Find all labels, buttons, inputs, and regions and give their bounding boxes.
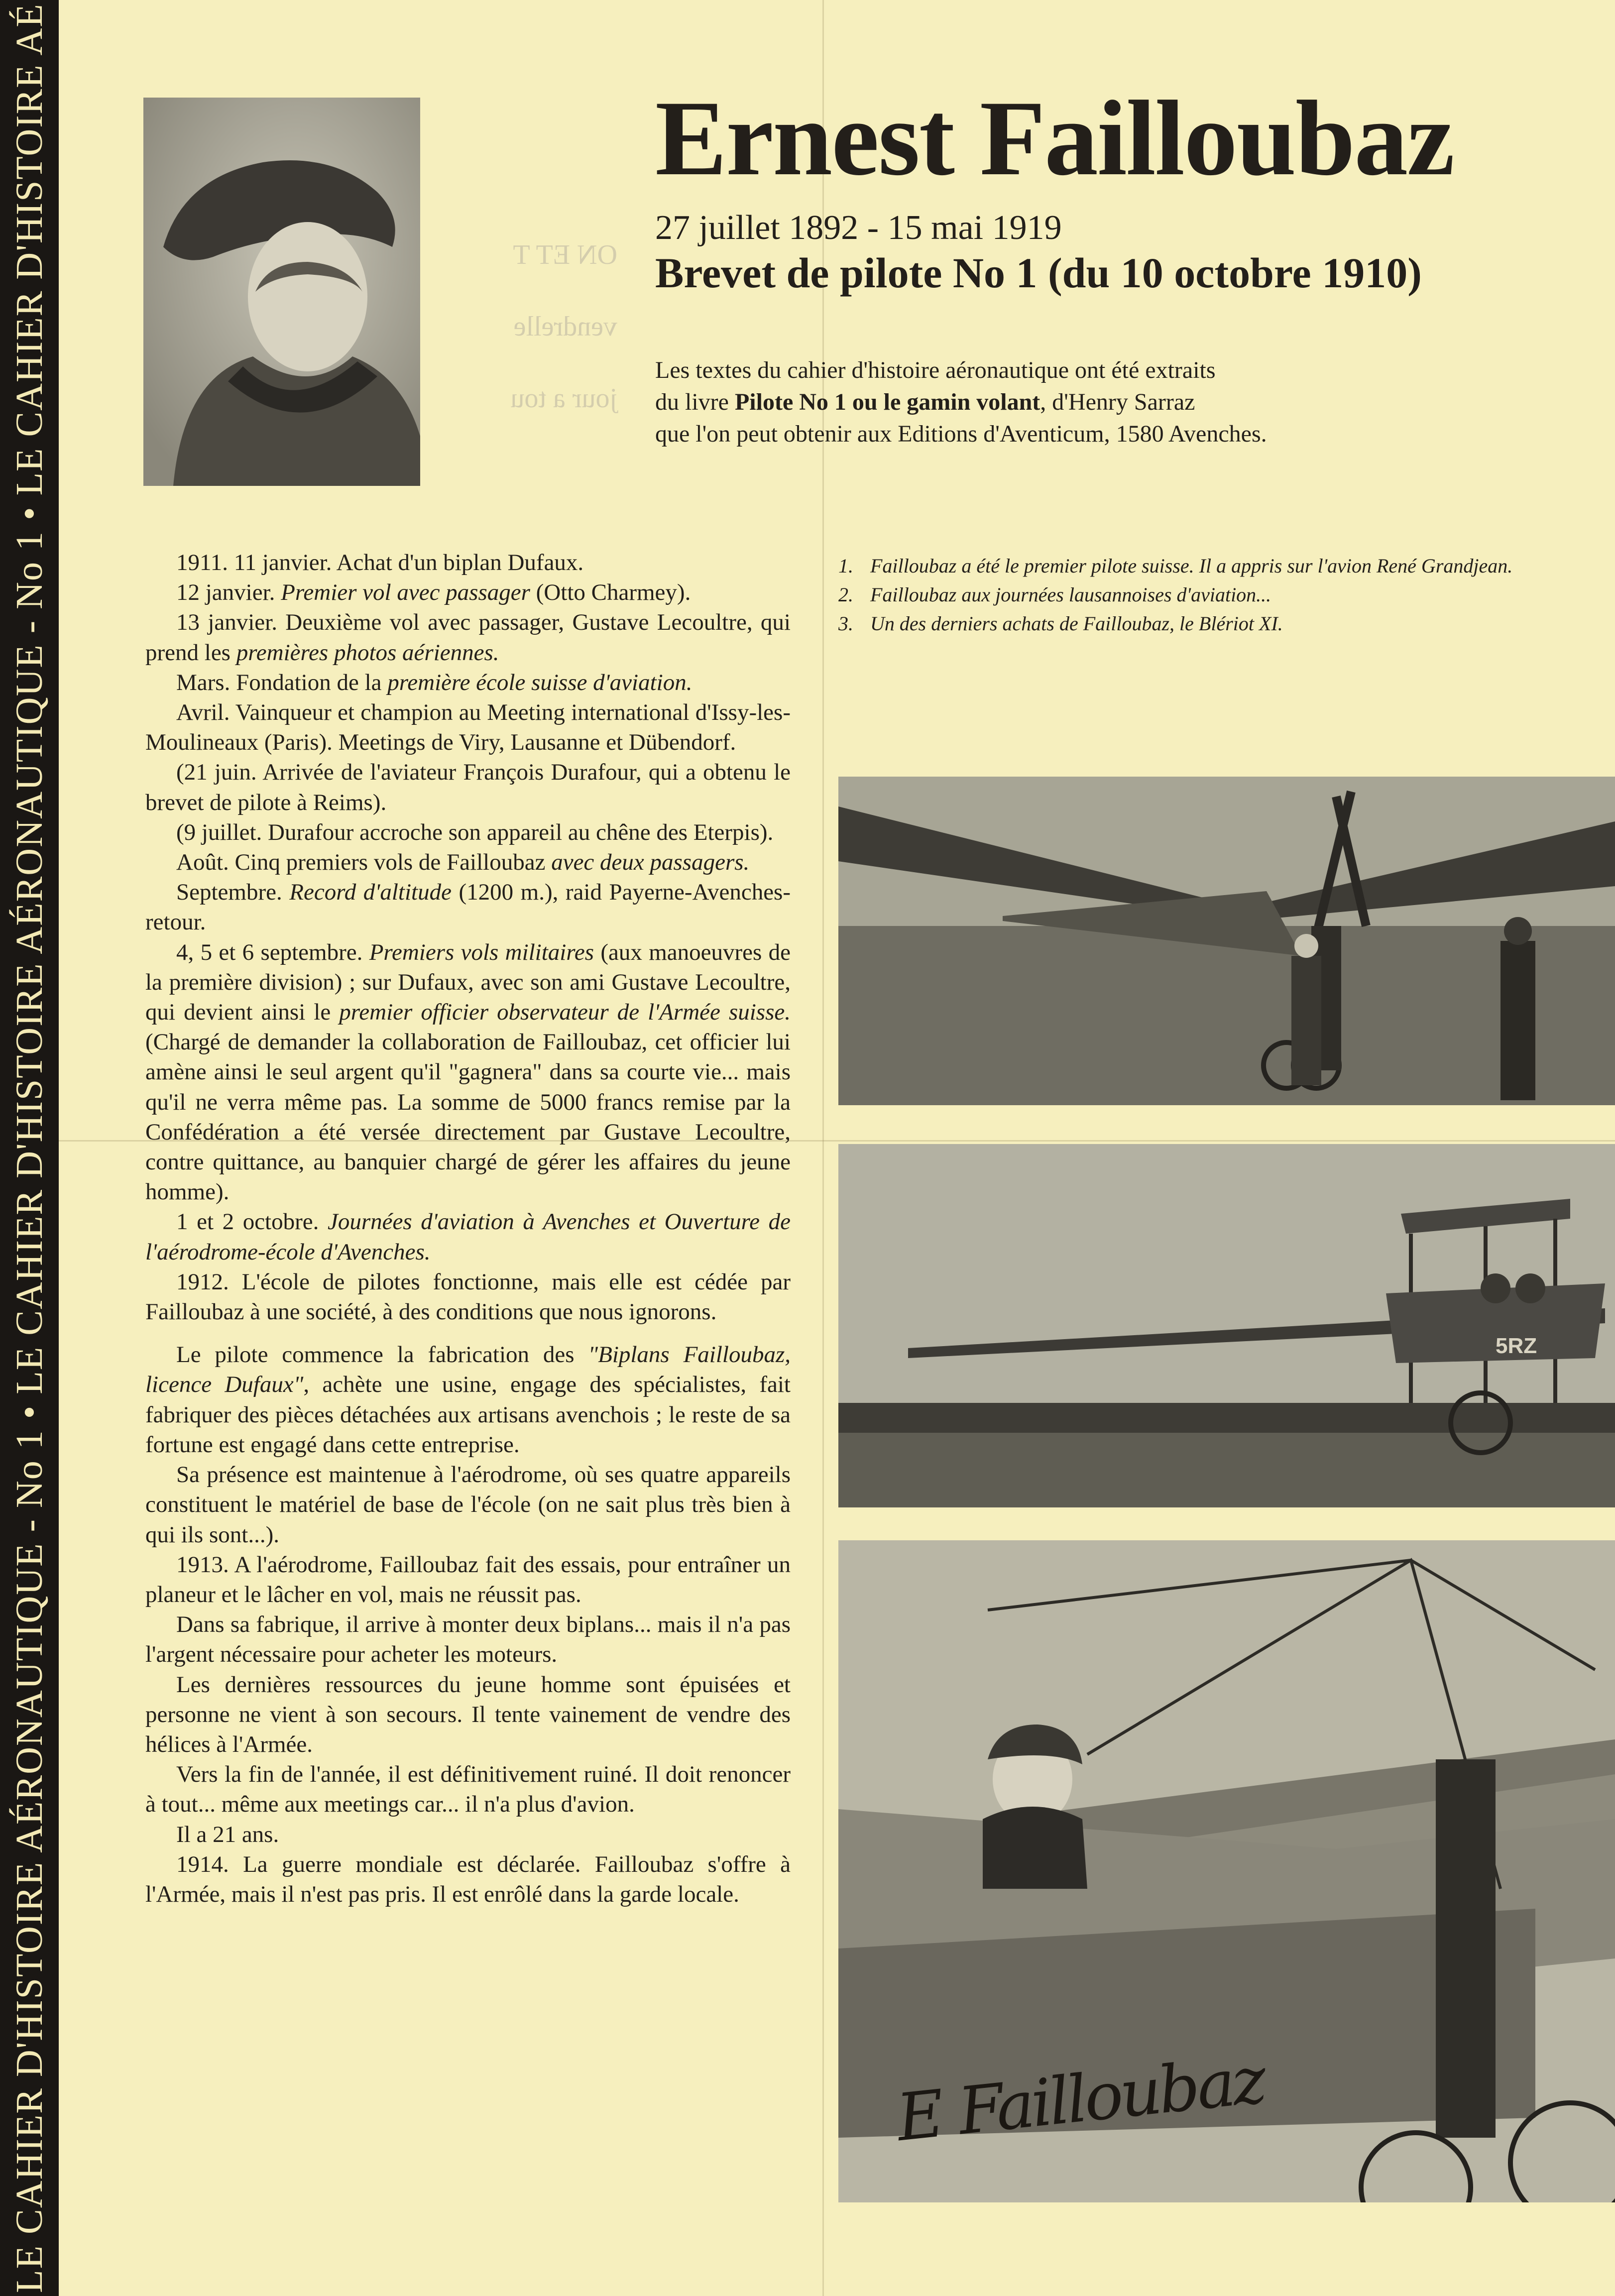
intro-text: du livre — [655, 389, 735, 415]
intro-line: que l'on peut obtenir aux Editions d'Aventicum, 1580 Avenches. — [655, 421, 1267, 447]
photo-captions — [838, 554, 1545, 640]
side-band — [0, 0, 59, 2296]
intro-line: Les textes du cahier d'histoire aéronautique ont été extraits — [655, 357, 1216, 383]
photo-1-monoplane — [838, 777, 1615, 1105]
intro-paragraph — [655, 354, 1501, 450]
bleed-line: ON ET T — [513, 239, 617, 270]
chronology-paragraph: 12 janvier. Premier vol avec passager (Otto Charmey). — [176, 579, 691, 606]
page-title: Ernest Failloubaz — [655, 79, 1454, 198]
intro-line — [655, 386, 1501, 418]
book-title: Pilote No 1 ou le gamin volant — [734, 389, 1040, 415]
life-dates: 27 juillet 1892 - 15 mai 1919 — [655, 209, 1062, 247]
chronology-paragraph: Le pilote commence la fabrication des "Biplans Failloubaz, licence Dufaux", achète une usine, engage des spécialistes, fait fabriquer des pièces détachées aux artisans avenchois ; le reste de sa fortune est engagé dans cette entreprise. — [145, 1342, 791, 1458]
portrait-photo — [143, 98, 420, 486]
aircraft-marking: 5RZ — [1496, 1334, 1537, 1358]
caption-3: 3. Un des derniers achats de Failloubaz, le Blériot XI. — [838, 612, 1283, 635]
chronology-paragraph: Sa présence est maintenue à l'aérodrome, où ses quatre appareils constituent le matériel de base de l'école (on ne sait plus très bien à qui ils sont...). — [145, 1462, 791, 1548]
failloubaz-signature: E Failloubaz — [893, 2042, 1267, 2156]
chronology-paragraph: Dans sa fabrique, il arrive à monter deux biplans... mais il n'a pas l'argent nécessaire pour acheter les moteurs. — [145, 1611, 791, 1668]
intro-text: , d'Henry Sarraz — [1040, 389, 1195, 415]
chronology-paragraph: 1 et 2 octobre. Journées d'aviation à Avenches et Ouverture de l'aérodrome-école d'Avenches. — [145, 1209, 791, 1265]
chronology-paragraph: Vers la fin de l'année, il est définitivement ruiné. Il doit renoncer à tout... même aux meetings car... il n'a plus d'avion. — [145, 1761, 791, 1818]
chronology-paragraph: 1913. A l'aérodrome, Failloubaz fait des essais, pour entraîner un planeur et le lâcher en vol, mais ne réussit pas. — [145, 1551, 791, 1607]
chronology-paragraph: Avril. Vainqueur et champion au Meeting international d'Issy-les-Moulineaux (Paris). Meetings de Viry, Lausanne et Dübendorf. — [145, 699, 791, 756]
caption-1: 1. Failloubaz a été le premier pilote suisse. Il a appris sur l'avion René Grandjean. — [838, 555, 1513, 577]
chronology-paragraph: Il a 21 ans. — [176, 1821, 279, 1847]
chronology-paragraph: Septembre. Record d'altitude (1200 m.), raid Payerne-Avenches-retour. — [145, 879, 791, 935]
chronology-paragraph: (9 juillet. Durafour accroche son appareil au chêne des Eterpis). — [176, 819, 774, 845]
chronology-paragraph: 1912. L'école de pilotes fonctionne, mais elle est cédée par Failloubaz à une société, à des conditions que nous ignorons. — [145, 1268, 791, 1325]
chronology-paragraph: 1914. La guerre mondiale est déclarée. Failloubaz s'offre à l'Armée, mais il n'est pas pris. Il est enrôlé dans la garde locale. — [145, 1851, 791, 1907]
side-band-text: LE CAHIER D'HISTOIRE AÉRONAUTIQUE - No 1 • LE CAHIER D'HISTOIRE AÉRONAUTIQUE - No 1 • LE CAHIER D'HISTOIRE AÉ — [8, 3, 50, 2293]
bleed-through-text — [438, 239, 617, 428]
chronology-text — [145, 548, 791, 1909]
photo-2-biplane — [838, 1144, 1615, 1507]
chronology-paragraph: Mars. Fondation de la première école suisse d'aviation. — [176, 669, 692, 695]
bleed-line: vendrelle — [513, 311, 617, 342]
chronology-paragraph: 1911. 11 janvier. Achat d'un biplan Dufaux. — [176, 550, 584, 575]
chronology-paragraph: 4, 5 et 6 septembre. Premiers vols militaires (aux manoeuvres de la première division) ; sur Dufaux, avec son ami Gustave Lecoultre, qui devient ainsi le premier officier observateur de l'Armée suisse. (Chargé de demander la collaboration de Failloubaz, cet officier lui amène ainsi le seul argent qu'il "gagnera" dans sa courte vie... mais qu'il ne verra même pas. La somme de 5000 francs remise par la Confédération a été versée directement par Gustave Lecoultre, contre quittance, au banquier chargé de gérer les affaires du jeune homme). — [145, 939, 791, 1205]
caption-2: 2. Failloubaz aux journées lausannoises d'aviation... — [838, 583, 1271, 606]
chronology-paragraph: (21 juin. Arrivée de l'aviateur François Durafour, qui a obtenu le brevet de pilote à Reims). — [145, 759, 791, 815]
chronology-paragraph: Les dernières ressources du jeune homme sont épuisées et personne ne vient à son secours. Il tente vainement de vendre des hélices à l'Armée. — [145, 1671, 791, 1757]
brevet-subtitle: Brevet de pilote No 1 (du 10 octobre 1910) — [655, 249, 1422, 297]
fold-line-vertical — [822, 0, 824, 2296]
bleed-line: jour a tou — [510, 383, 617, 414]
chronology-paragraph: 13 janvier. Deuxième vol avec passager, Gustave Lecoultre, qui prend les premières photos aériennes. — [145, 609, 791, 666]
chronology-paragraph: Août. Cinq premiers vols de Failloubaz avec deux passagers. — [176, 849, 750, 876]
